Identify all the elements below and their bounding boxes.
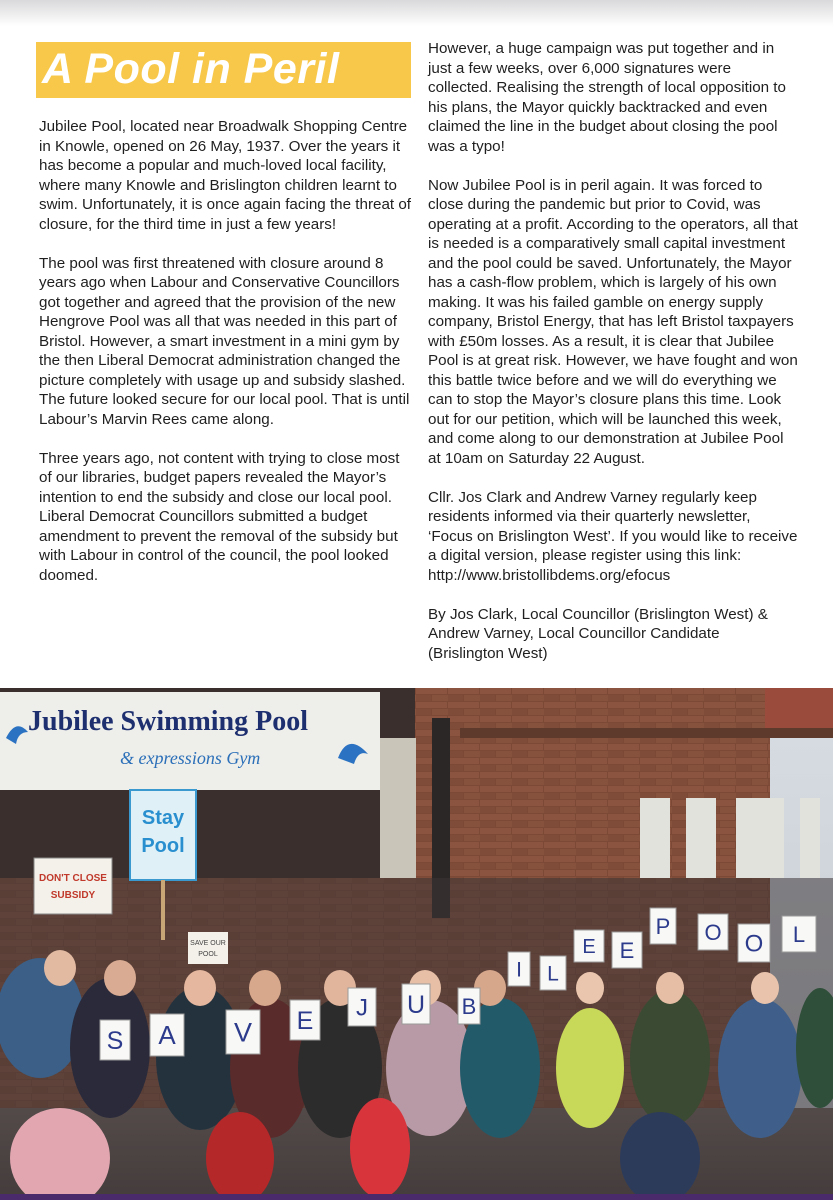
paragraph-history: Jubilee Pool, located near Broadwalk Shopping Centre in Knowle, opened on 26 May, 1937. Over the years it has become a popular and much-loved local facility, where many Knowle and Brislington children learnt to swim. Unfortunately, it is once again facing the threat of closure, for the third time in just a few years! bbox=[39, 118, 412, 233]
paragraph-campaign: However, a huge campaign was put together and in just a few weeks, over 6,000 signatures were collected. Realising the strength of local opposition to his plans, the Mayor quickly backtracked and even claimed the line in the budget about closing the pool was a typo! bbox=[428, 40, 786, 155]
letter-card-text: E bbox=[582, 936, 596, 959]
protest-photo bbox=[0, 688, 833, 1200]
letter-card-text: B bbox=[461, 993, 477, 1019]
bottom-bar bbox=[0, 1194, 833, 1200]
letter-card-text: A bbox=[158, 1020, 176, 1051]
paragraph-byline: By Jos Clark, Local Councillor (Brislington West) & Andrew Varney, Local Councillor Candidate (Brislington West) bbox=[428, 605, 768, 662]
page-top-shade bbox=[0, 0, 833, 26]
paragraph-peril-again: Now Jubilee Pool is in peril again. It was forced to close during the pandemic but prior to Covid, was operating at a profit. According to the operators, all that is needed is a comparatively small capital investment and the pool could be saved. Unfortunately, the Mayor has a cash-flow problem, which is largely of his own making. It was his failed gamble on energy supply company, Bristol Energy, that has left Bristol taxpayers with £50m losses. As a result, it is clear that Jubilee Pool is at great risk. However, we have fought and won this battle twice before and we will do everything we can to stop the Mayor’s closure plans this time. Look out for our petition, which will be launched this week, and come along to our demonstration at Jubilee Pool at 10am on Saturday 22 August. bbox=[428, 176, 798, 467]
letter-card-text: E bbox=[296, 1006, 314, 1035]
pool-sign-subtitle: & expressions Gym bbox=[120, 748, 261, 768]
dont-close-line2: SUBSIDY bbox=[50, 890, 96, 901]
letter-card-text: L bbox=[792, 921, 806, 947]
dont-close-placard bbox=[34, 858, 112, 914]
letter-card-text: I bbox=[516, 958, 522, 982]
letter-card-text: S bbox=[106, 1026, 124, 1055]
letter-card-text: J bbox=[356, 994, 368, 1022]
right-column bbox=[428, 39, 798, 683]
stay-pool-line2: Pool bbox=[141, 835, 185, 857]
paragraph-first-threat: The pool was first threatened with closure around 8 years ago when Labour and Conservative Councillors got together and agreed that the provision of the new Hengrove Pool was all that was needed in this part of Bristol. However, a smart investment in a mini gym by the then Liberal Democrat administration changed the picture completely with usage up and subsidy slashed. The future looked secure for our local pool. That is until Labour’s Marvin Rees came along. bbox=[39, 254, 410, 428]
title-banner bbox=[36, 42, 411, 98]
distant-building bbox=[765, 688, 833, 728]
dont-close-line1: DON'T CLOSE bbox=[39, 873, 107, 884]
save-our-pool-placard bbox=[188, 932, 228, 964]
save-our-line1: SAVE OUR bbox=[190, 940, 226, 947]
protest-photo-drawing bbox=[0, 688, 833, 1200]
save-our-line2: POOL bbox=[198, 951, 218, 958]
letter-card-text: O bbox=[704, 919, 722, 945]
stay-pool-line1: Stay bbox=[141, 807, 185, 829]
letter-card-text: O bbox=[744, 930, 764, 958]
left-column bbox=[39, 117, 412, 605]
letter-card-text: P bbox=[655, 913, 671, 939]
article-title: A Pool in Peril bbox=[42, 45, 340, 93]
letter-card-text: U bbox=[406, 990, 426, 1019]
paragraph-second-threat: Three years ago, not content with trying to close most of our libraries, budget papers revealed the Mayor’s intention to end the subsidy and close our local pool. Liberal Democrat Councillors submitted a budget amendment to prevent the removal of the subsidy but with Labour in control of the council, the pool looked doomed. bbox=[39, 449, 400, 584]
letter-card-text: L bbox=[547, 962, 559, 986]
letter-card-text: E bbox=[619, 937, 635, 963]
letter-card-text: V bbox=[233, 1017, 253, 1048]
pool-sign-title: Jubilee Swimming Pool bbox=[28, 706, 309, 737]
paragraph-newsletter: Cllr. Jos Clark and Andrew Varney regularly keep residents informed via their quarterly newsletter, ‘Focus on Brislington West’. If you would like to receive a digital version, please register using this link: http://www.bristollibdems.org/efocus bbox=[428, 488, 798, 584]
